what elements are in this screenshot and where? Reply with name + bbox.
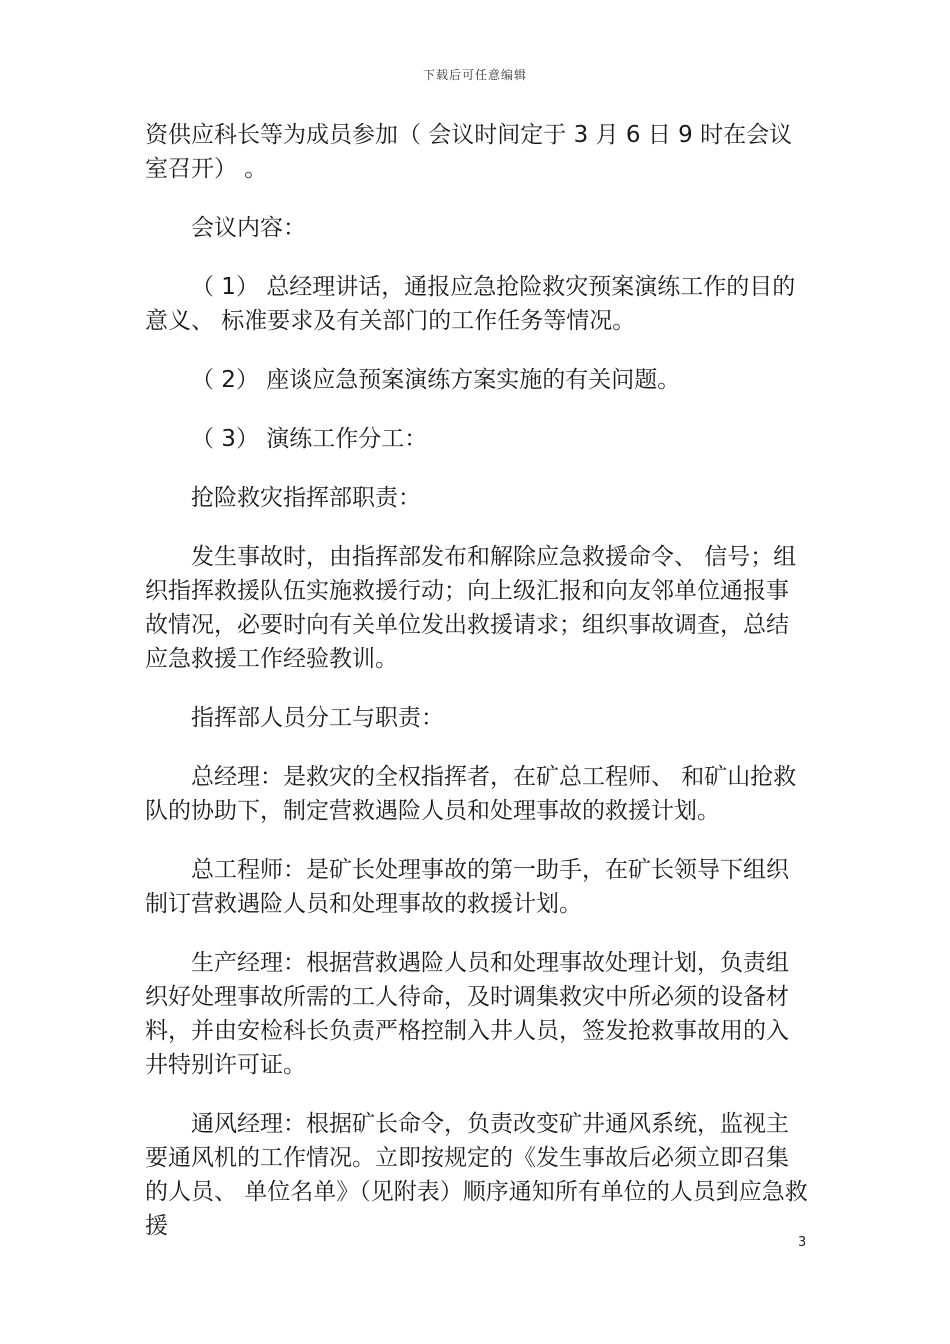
paragraph: （ 2） 座谈应急预案演练方案实施的有关问题。 bbox=[191, 367, 681, 393]
paragraph: 会议内容： bbox=[191, 215, 306, 241]
document-body bbox=[145, 118, 810, 1268]
page-number: 3 bbox=[798, 1235, 807, 1250]
paragraph: 资供应科长等为成员参加（ 会议时间定于 3 月 6 日 9 时在会议室召开） 。 bbox=[145, 122, 793, 182]
page-header: 下载后可任意编辑 bbox=[422, 68, 527, 82]
paragraph: 指挥部人员分工与职责： bbox=[191, 705, 444, 731]
paragraph: 发生事故时，由指挥部发布和解除应急救援命令、 信号；组织指挥救援队伍实施救援行动；向上级汇报和向友邻单位通报事故情况，必要时向有关单位发出救援请求；组织事故调查，总结应急救援工作经验教训。 bbox=[145, 544, 797, 672]
paragraph: 总经理：是救灾的全权指挥者，在矿总工程师、 和矿山抢救队的协助下，制定营救遇险人员和处理事故的救援计划。 bbox=[145, 764, 797, 824]
paragraph: 总工程师：是矿长处理事故的第一助手，在矿长领导下组织制订营救遇险人员和处理事故的救援计划。 bbox=[145, 857, 789, 917]
paragraph: （ 3） 演练工作分工： bbox=[191, 426, 428, 452]
paragraph: 抢险救灾指挥部职责： bbox=[191, 485, 421, 511]
paragraph: 生产经理：根据营救遇险人员和处理事故处理计划，负责组织好处理事故所需的工人待命，及时调集救灾中所必须的设备材料，并由安检科长负责严格控制入井人员，签发抢救事故用的入井特别许可证。 bbox=[145, 950, 789, 1078]
paragraph: （ 1） 总经理讲话，通报应急抢险救灾预案演练工作的目的意义、 标准要求及有关部门的工作任务等情况。 bbox=[145, 274, 796, 334]
paragraph: 通风经理：根据矿长命令，负责改变矿井通风系统，监视主要通风机的工作情况。立即按规定的《发生事故后必须立即召集的人员、 单位名单》（见附表）顺序通知所有单位的人员到应急救援 bbox=[145, 1111, 808, 1239]
